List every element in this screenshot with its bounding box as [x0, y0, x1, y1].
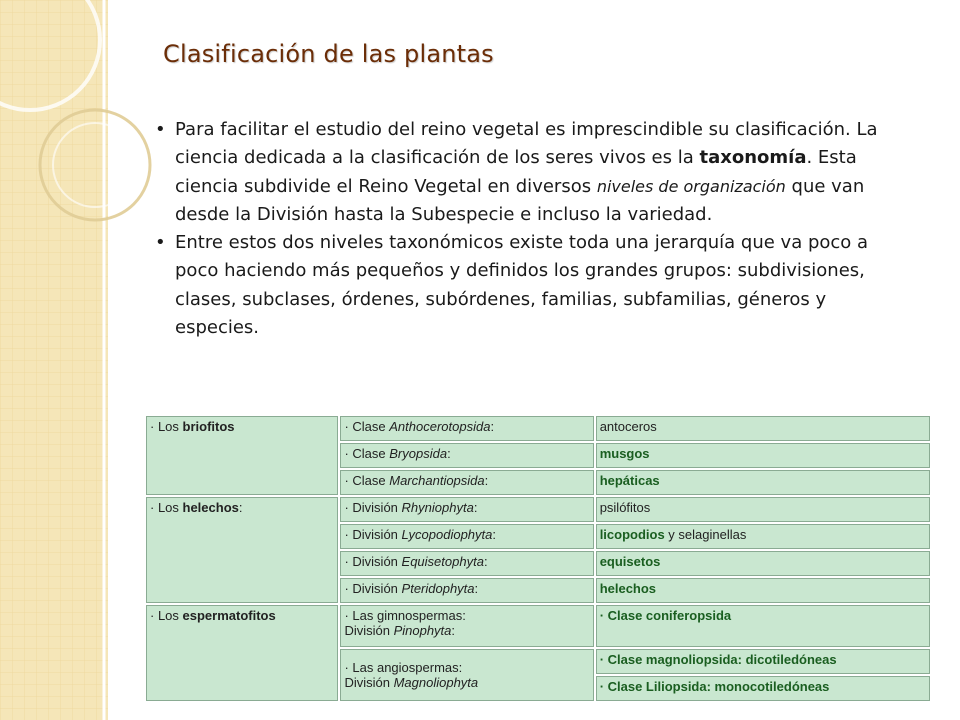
bullet-2-text: Entre estos dos niveles taxonómicos existe toda una jerarquía que va poco a poco haciendo más pequeños y definidos los grandes grupos: subdivisiones, clases, subclases, órdenes, subórdenes, familias, subfamilias, géneros y especies. [175, 232, 869, 339]
table-row [146, 605, 930, 647]
bullet-item-1 [155, 116, 915, 229]
cell-magnoliopsida: · Clase magnoliopsida: dicotiledóneas [596, 649, 930, 674]
group-espermatofitos: · Los espermatofitos [146, 605, 338, 701]
bullet-item-2 [155, 229, 915, 342]
bullet-1-text-c: que van desde la División hasta la Subespecie e incluso la variedad. [175, 175, 865, 225]
bullet-1-niveles: niveles de organización [596, 176, 786, 196]
sidebar-pattern [0, 0, 108, 720]
bullet-1-text-a: Para facilitar el estudio del reino vegetal es imprescindible su clasificación. La ciencia dedicada a la clasificación de los seres vivos es la [175, 119, 878, 169]
cell-equisetophyta: · División Equisetophyta: [340, 551, 593, 576]
bullet-icon: • [155, 232, 166, 254]
cell-equisetos: equisetos [596, 551, 930, 576]
cell-licopodios: licopodios y selaginellas [596, 524, 930, 549]
bullet-list [155, 116, 915, 342]
cell-angiospermas: · Las angiospermas: División Magnoliophyta [340, 649, 593, 701]
table-row [146, 497, 930, 522]
cell-lycopodiophyta: · División Lycopodiophyta: [340, 524, 593, 549]
cell-antoceros: antoceros [596, 416, 930, 441]
cell-musgos: musgos [596, 443, 930, 468]
cell-hepaticas: hepáticas [596, 470, 930, 495]
cell-marchantiopsida: · Clase Marchantiopsida: [340, 470, 593, 495]
cell-rhyniophyta: · División Rhyniophyta: [340, 497, 593, 522]
cell-helechos: helechos [596, 578, 930, 603]
taxonomy-table [144, 414, 932, 703]
bullet-1-taxonomia: taxonomía [699, 147, 807, 169]
decorative-sidebar [0, 0, 108, 720]
cell-psilofitos: psilófitos [596, 497, 930, 522]
cell-anthocerotopsida: · Clase Anthocerotopsida: [340, 416, 593, 441]
bullet-1-text-b: . Esta ciencia subdivide el Reino Vegetal en diversos [175, 147, 857, 197]
cell-liliopsida: · Clase Liliopsida: monocotiledóneas [596, 676, 930, 701]
taxonomy-table-image [144, 414, 934, 694]
cell-pteridophyta: · División Pteridophyta: [340, 578, 593, 603]
bullet-icon: • [155, 119, 166, 140]
page-title: Clasificación de las plantas [163, 40, 494, 68]
group-briofitos: · Los briofitos [146, 416, 338, 495]
table-row [146, 416, 930, 441]
cell-coniferopsida: · Clase coniferopsida [596, 605, 930, 647]
cell-bryopsida: · Clase Bryopsida: [340, 443, 593, 468]
group-helechos: · Los helechos: [146, 497, 338, 603]
cell-gimnospermas: · Las gimnospermas: División Pinophyta: [340, 605, 593, 647]
